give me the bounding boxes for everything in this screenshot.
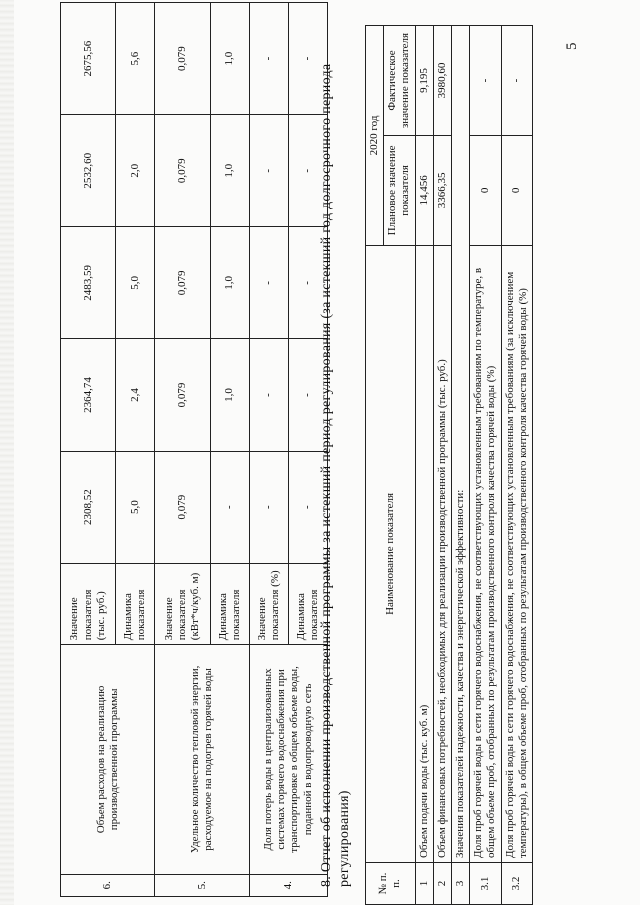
table-header-row (366, 26, 384, 905)
cell-value: - (210, 451, 249, 563)
row-fact: - (470, 26, 501, 136)
row-fact: 9,195 (415, 26, 433, 136)
cell-value: - (288, 115, 327, 227)
cell-value: 5,0 (116, 451, 155, 563)
row-name: Объем подачи воды (тыс. куб. м) (415, 245, 433, 862)
row-num: 3 (451, 863, 469, 905)
cell-value: - (288, 227, 327, 339)
cell-value: 5,0 (116, 227, 155, 339)
cell-value: 1,0 (210, 3, 249, 115)
cell-value: - (249, 3, 288, 115)
row-num: 4. (249, 874, 327, 896)
cell-value: 1,0 (210, 227, 249, 339)
row-num: 5. (155, 874, 249, 896)
row-num: 3.1 (470, 863, 501, 905)
cell-value: - (249, 451, 288, 563)
cell-value: 2675,56 (61, 3, 116, 115)
table-row (415, 26, 433, 905)
sub-label: Значение показателя (%) (249, 563, 288, 645)
indicator-name: Объем расходов на реализацию производственной программы (61, 645, 155, 874)
cell-value: 0,079 (155, 3, 210, 115)
cell-value: 5,6 (116, 3, 155, 115)
table-row (451, 26, 469, 905)
cell-value: 2364,74 (61, 339, 116, 451)
cell-value: - (249, 227, 288, 339)
cell-value: 0,079 (155, 451, 210, 563)
row-num: 1 (415, 863, 433, 905)
row-num: 6. (61, 874, 155, 896)
row-num: 3.2 (501, 863, 532, 905)
row-name: Значения показателей надежности, качества и энергетической эффективности: (451, 26, 469, 863)
row-plan: 0 (470, 135, 501, 245)
cell-value: - (288, 451, 327, 563)
cell-value: 0,079 (155, 227, 210, 339)
cell-value: - (249, 115, 288, 227)
cell-value: - (288, 339, 327, 451)
row-fact: - (501, 26, 532, 136)
sub-label: Значение показателя (тыс. руб.) (61, 563, 116, 645)
indicator-name: Доля потерь воды в централизованных системах горячего водоснабжения при транспортировке в общем объеме воды, поданной в водопроводную сеть (249, 645, 327, 874)
row-fact: 3980,60 (433, 26, 451, 136)
row-name: Объем финансовых потребностей, необходимых для реализации производственной программы (тыс. руб.) (433, 245, 451, 862)
row-num: 2 (433, 863, 451, 905)
table-row (501, 26, 532, 905)
sub-label: Динамика показателя (288, 563, 327, 645)
header-year: 2020 год (366, 26, 384, 246)
row-plan: 3366,35 (433, 135, 451, 245)
cell-value: 2483,59 (61, 227, 116, 339)
cell-value: 1,0 (210, 339, 249, 451)
table-row (61, 3, 116, 897)
table-row (249, 3, 288, 897)
sub-label: Динамика показателя (116, 563, 155, 645)
section-8-heading: 8. Отчет об исполнении производственной программы за истекший период регулирования (за истекший год долгосрочного периода регулирования) (319, 63, 352, 887)
table-row (155, 3, 210, 897)
table-row (470, 26, 501, 905)
row-plan: 14,456 (415, 135, 433, 245)
row-plan: 0 (501, 135, 532, 245)
header-plan: Плановое значение показателя (384, 135, 415, 245)
cell-value: - (288, 3, 327, 115)
cell-value: 2,0 (116, 115, 155, 227)
sub-label: Динамика показателя (210, 563, 249, 645)
table-row (433, 26, 451, 905)
header-num: № п. п. (366, 863, 416, 905)
cell-value: - (249, 339, 288, 451)
cell-value: 0,079 (155, 115, 210, 227)
header-name: Наименование показателя (366, 245, 416, 862)
page-number: 5 (564, 42, 580, 50)
header-fact: Фактическое значение показателя (384, 26, 415, 136)
row-name: Доля проб горячей воды в сети горячего водоснабжения, не соответствующих установленным требованиям по температуре, в общем объеме проб, отобранных по результатам производственного контроля качества горячей воды (%) (470, 245, 501, 862)
cell-value: 2,4 (116, 339, 155, 451)
cell-value: 2532,60 (61, 115, 116, 227)
indicators-table (60, 2, 328, 897)
sub-label: Значение показателя (кВт*ч/куб. м) (155, 563, 210, 645)
cell-value: 0,079 (155, 339, 210, 451)
cell-value: 2308,52 (61, 451, 116, 563)
report-table (365, 25, 533, 905)
indicator-name: Удельное количество тепловой энергии, расходуемое на подогрев горячей воды (155, 645, 249, 874)
cell-value: 1,0 (210, 115, 249, 227)
row-name: Доля проб горячей воды в сети горячего водоснабжения, не соответствующих установленным требованиям (за исключением температуры), в общем объеме проб, отобранных по результатам производственного контроля качества горячей воды (%) (501, 245, 532, 862)
